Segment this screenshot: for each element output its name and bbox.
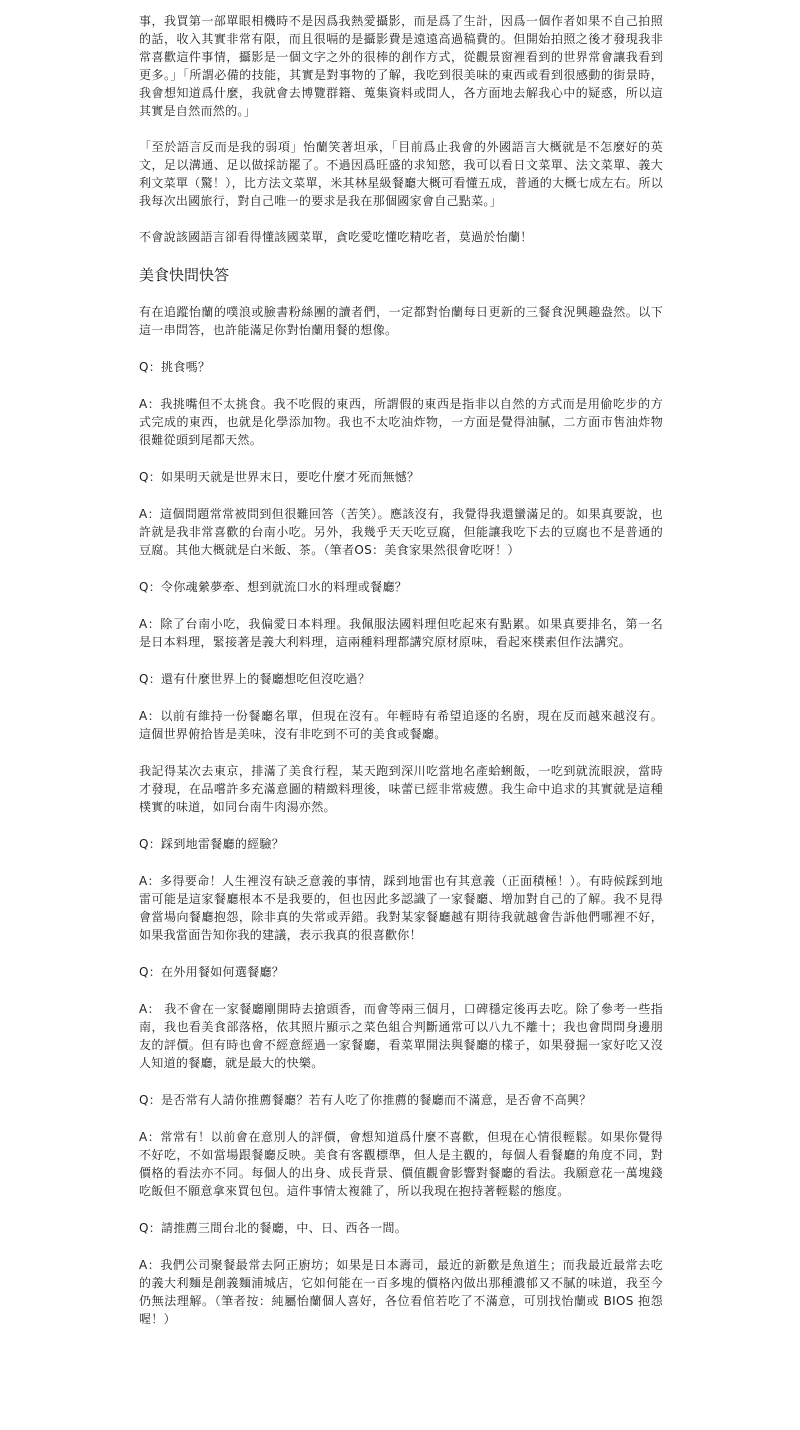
question-last-meal: Q：如果明天就是世界末日，要吃什麼才死而無憾？ (139, 470, 420, 484)
answer-last-meal: A：這個問題常常被問到但很難回答（苦笑）。應該沒有，我覺得我還蠻滿足的。如果真要說，也許就是我非常喜歡的台南小吃。另外，我幾乎天天吃豆腐，但能讓我吃下去的豆腐也不是普通的豆腐。其他大概就是白米飯、茶。（筆者OS：美食家果然很會吃呀！） (139, 507, 663, 557)
answer-picky: A：我挑嘴但不太挑食。我不吃假的東西，所謂假的東西是指非以自然的方式而是用偷吃步的方式完成的東西，也就是化學添加物。我也不太吃油炸物，一方面是覺得油膩，二方面市售油炸物很難從頭到尾都天然。 (139, 397, 663, 447)
intro-paragraph-2: 「至於語言反而是我的弱項」怡蘭笑著坦承，「目前爲止我會的外國語言大概就是不怎麼好的英文，足以溝通、足以做採訪罷了。不過因爲旺盛的求知慾，我可以看日文菜單、法文菜單、義大利文菜單（驚！），比方法文菜單，米其林星級餐廳大概可看懂五成，普通的大概七成左右。所以我每次出國旅行，對自己唯一的要求是我在那個國家會自己點菜。」 (139, 140, 663, 208)
section-intro: 有在追蹤怡蘭的噗浪或臉書粉絲團的讀者們，一定都對怡蘭每日更新的三餐食況興趣盎然。以下這一串問答，也許能滿足你對怡蘭用餐的想像。 (139, 305, 663, 337)
answer-choosing-restaurant: A： 我不會在一家餐廳剛開時去搶頭香，而會等兩三個月，口碑穩定後再去吃。除了參考一些指南，我也看美食部落格，依其照片顯示之菜色組合判斷通常可以八九不離十；我也會問問身邊朋友的評價。但有時也會不經意經過一家餐廳，看菜單開法與餐廳的樣子，如果發掘一家好吃又沒人知道的餐廳，就是最大的快樂。 (139, 1002, 663, 1070)
question-wishlist: Q：還有什麼世界上的餐廳想吃但沒吃過？ (139, 672, 371, 686)
article-body (139, 12, 663, 1328)
answer-taipei-picks: A：我們公司聚餐最常去阿正廚坊；如果是日本壽司，最近的新歡是魚道生；而我最近最常去吃的義大利麵是創義麵浦城店，它如何能在一百多塊的價格內做出那種濃郁又不膩的味道，我至今仍無法理解。（筆者按：純屬怡蘭個人喜好，各位看倌若吃了不滿意，可別找怡蘭或 BIOS 抱怨喔！） (139, 1258, 663, 1326)
answer-favorite-cuisine: A：除了台南小吃，我偏愛日本料理。我佩服法國料理但吃起來有點累。如果真要排名，第一名是日本料理，緊接著是義大利料理，這兩種料理都講究原材原味，看起來樸素但作法講究。 (139, 617, 663, 649)
question-taipei-picks: Q：請推薦三間台北的餐廳，中、日、西各一間。 (139, 1221, 408, 1235)
question-bad-restaurant: Q：踩到地雷餐廳的經驗？ (139, 837, 285, 851)
question-picky: Q：挑食嗎？ (139, 360, 211, 374)
answer-recommendations: A：常常有！以前會在意別人的評價，會想知道爲什麼不喜歡，但現在心情很輕鬆。如果你覺得不好吃，不如當場跟餐廳反映。美食有客觀標準，但人是主觀的，每個人看餐廳的角度不同，對價格的看法亦不同。每個人的出身、成長背景、價值觀會影響對餐廳的看法。我願意花一萬塊錢吃飯但不願意拿來買包包。這件事情太複雜了，所以我現在抱持著輕鬆的態度。 (139, 1130, 663, 1198)
answer-wishlist: A：以前有維持一份餐廳名單，但現在沒有。年輕時有希望追逐的名廚，現在反而越來越沒有。這個世界俯拾皆是美味，沒有非吃到不可的美食或餐廳。 (139, 709, 663, 741)
answer-wishlist-story: 我記得某次去東京，排滿了美食行程，某天跑到深川吃當地名產蛤蜊飯，一吃到就流眼淚，當時才發現，在品嚐許多充滿意圖的精緻料理後，味蕾已經非常疲憊。我生命中追求的其實就是這種樸實的味道，如同台南牛肉湯亦然。 (139, 764, 663, 814)
intro-paragraph-1: 事，我買第一部單眼相機時不是因爲我熱愛攝影，而是爲了生計，因爲一個作者如果不自己拍照的話，收入其實非常有限，而且很嗝的是攝影費是遠遠高過稿費的。但開始拍照之後才發現我非常喜歡這件事情，攝影是一個文字之外的很棒的創作方式，從觀景窗裡看到的世界常會讓我看到更多。」「所謂必備的技能，其實是對事物的了解，我吃到很美味的東西或看到很感動的街景時，我會想知道爲什麼，我就會去博覽群籍、蒐集資料或問人，各方面地去解我心中的疑惑，所以這其實是自然而然的。」 (139, 14, 663, 118)
question-choosing-restaurant: Q：在外用餐如何選餐廳？ (139, 965, 285, 979)
answer-bad-restaurant: A：多得要命！人生裡沒有缺乏意義的事情，踩到地雷也有其意義（正面積極！）。有時候踩到地雷可能是這家餐廳根本不是我要的，但也因此多認識了一家餐廳、增加對自己的了解。我不見得會當場向餐廳抱怨，除非真的失常或弄錯。我對某家餐廳越有期待我就越會告訴他們哪裡不好，如果我當面告知你我的建議，表示我真的很喜歡你！ (139, 874, 663, 942)
section-heading: 美食快問快答 (139, 266, 230, 284)
question-favorite-cuisine: Q：令你魂縈夢牽、想到就流口水的料理或餐廳？ (139, 580, 408, 594)
question-recommendations: Q：是否常有人請你推薦餐廳？若有人吃了你推薦的餐廳而不滿意，是否會不高興？ (139, 1093, 592, 1107)
intro-paragraph-3: 不會說該國語言卻看得懂該國菜單，貪吃愛吃懂吃精吃者，莫過於怡蘭！ (139, 230, 533, 244)
